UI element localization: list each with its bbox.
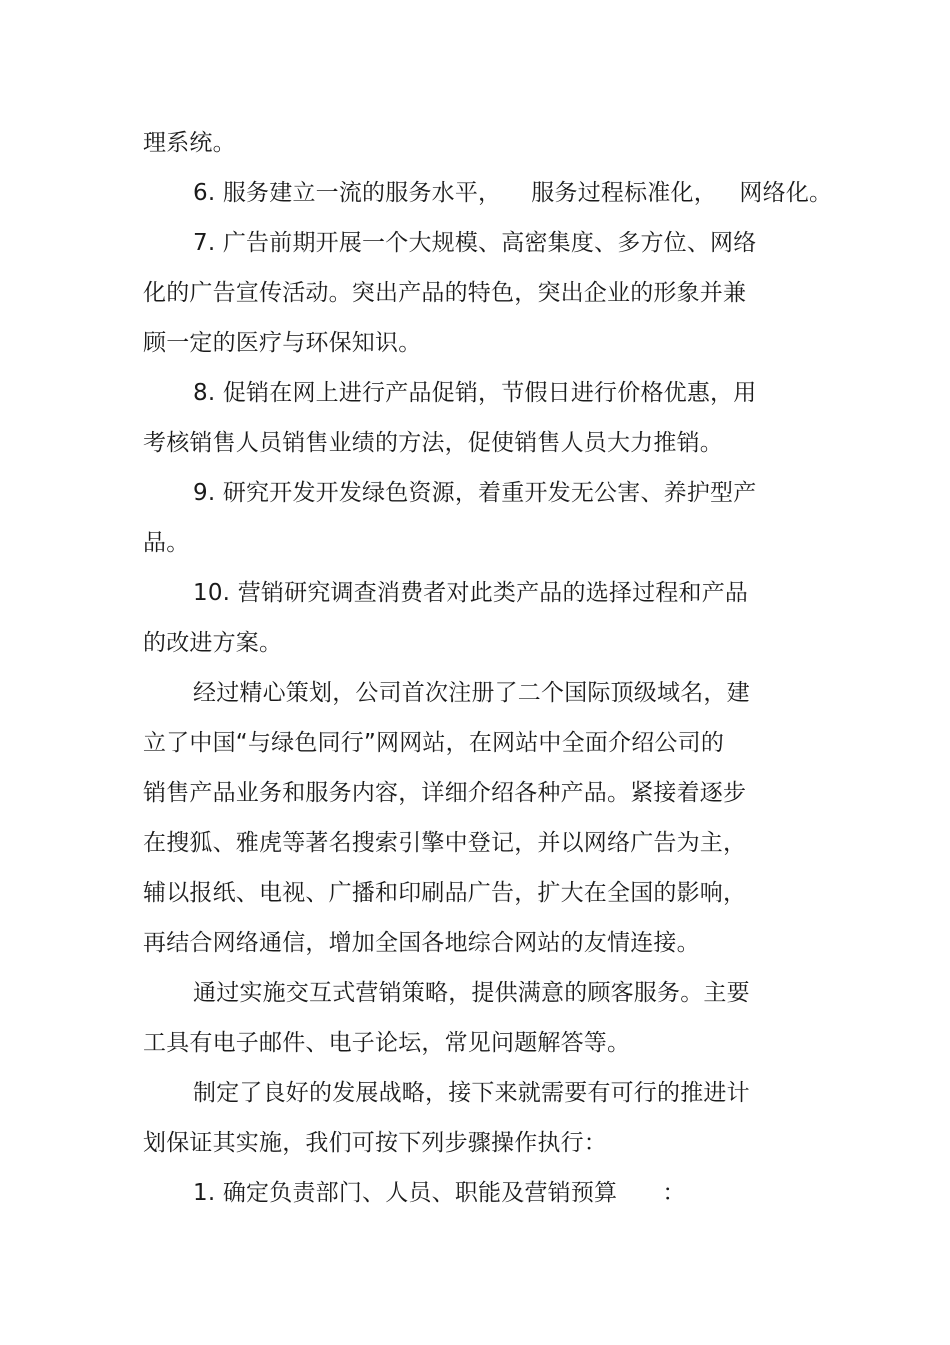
text-line-16: 辅以报纸、电视、广播和印刷品广告，扩大在全国的影响， xyxy=(143,880,747,906)
text-line-18: 通过实施交互式营销策略，提供满意的顾客服务。主要 xyxy=(193,980,750,1006)
text-line-11: 的改进方案。 xyxy=(143,630,283,656)
text-line-12: 经过精心策划，公司首次注册了二个国际顶级域名，建 xyxy=(193,680,750,706)
text-line-22: 1. 确定负责部门、人员、职能及营销预算 ： xyxy=(193,1180,686,1206)
text-line-3: 7. 广告前期开展一个大规模、高密集度、多方位、网络 xyxy=(193,230,757,256)
text-line-7: 考核销售人员销售业绩的方法，促使销售人员大力推销。 xyxy=(143,430,723,456)
text-line-13: 立了中国“与绿色同行”网网站，在网站中全面介绍公司的 xyxy=(143,730,725,756)
text-line-2: 6. 服务建立一流的服务水平， 服务过程标准化， 网络化。 xyxy=(193,180,833,206)
text-line-20: 制定了良好的发展战略，接下来就需要有可行的推进计 xyxy=(193,1080,750,1106)
text-line-21: 划保证其实施，我们可按下列步骤操作执行： xyxy=(143,1130,607,1156)
text-line-4: 化的广告宣传活动。突出产品的特色，突出企业的形象并兼 xyxy=(143,280,747,306)
text-line-19: 工具有电子邮件、电子论坛，常见问题解答等。 xyxy=(143,1030,631,1056)
text-line-17: 再结合网络通信，增加全国各地综合网站的友情连接。 xyxy=(143,930,700,956)
text-line-9: 品。 xyxy=(143,530,190,556)
text-line-6: 8. 促销在网上进行产品促销，节假日进行价格优惠，用 xyxy=(193,380,757,406)
text-line-1: 理系统。 xyxy=(143,130,236,156)
text-line-14: 销售产品业务和服务内容，详细介绍各种产品。紧接着逐步 xyxy=(143,780,747,806)
text-line-8: 9. 研究开发开发绿色资源，着重开发无公害、养护型产 xyxy=(193,480,757,506)
text-line-10: 10. 营销研究调查消费者对此类产品的选择过程和产品 xyxy=(193,580,749,606)
text-line-5: 顾一定的医疗与环保知识。 xyxy=(143,330,422,356)
text-line-15: 在搜狐、雅虎等著名搜索引擎中登记，并以网络广告为主， xyxy=(143,830,747,856)
